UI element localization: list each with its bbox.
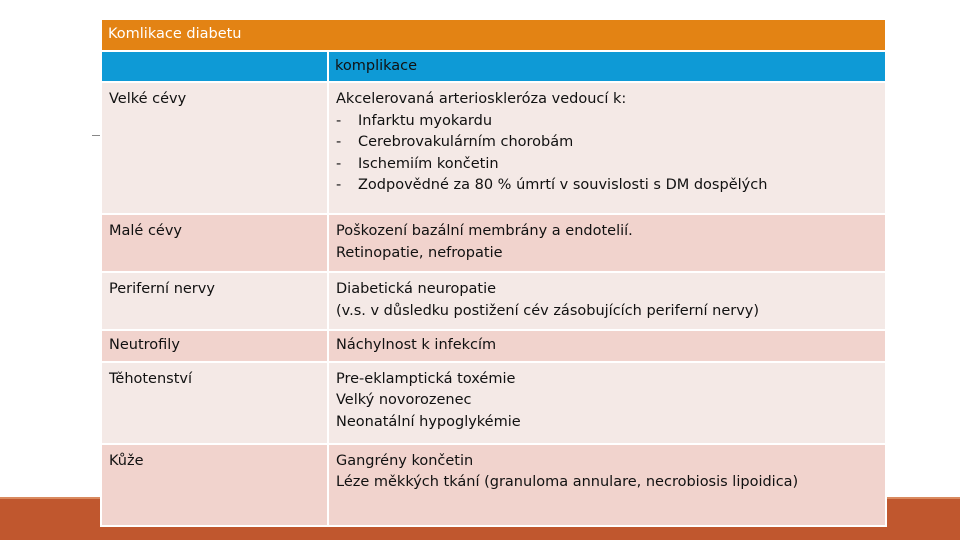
row-label: Těhotenství bbox=[101, 362, 328, 444]
dash-marker: - bbox=[336, 177, 342, 193]
table-title: Komlikace diabetu bbox=[101, 19, 886, 51]
bullet-item bbox=[336, 154, 878, 176]
row-line: Velký novorozenec bbox=[336, 392, 472, 408]
header-cell-komplikace: komplikace bbox=[328, 51, 886, 83]
row-line: Gangrény končetin bbox=[336, 452, 474, 469]
dash-marker: - bbox=[336, 134, 342, 150]
bullet-list bbox=[336, 111, 878, 197]
row-line: Diabetická neuropatie bbox=[336, 281, 497, 297]
dash-marker: - bbox=[336, 112, 342, 129]
row-label: Neutrofily bbox=[101, 330, 328, 362]
row-label: Periferní nervy bbox=[101, 272, 328, 330]
row-content bbox=[328, 362, 886, 444]
row-line: (v.s. v důsledku postižení cév zásobujících periferní nervy) bbox=[336, 302, 760, 319]
row-line: Léze měkkých tkání (granuloma annulare, necrobiosis lipoidica) bbox=[336, 474, 799, 490]
row-content bbox=[328, 330, 886, 362]
row-line: Pre-eklamptická toxémie bbox=[336, 370, 516, 387]
bullet-text: Infarktu myokardu bbox=[358, 112, 493, 129]
bullet-item bbox=[336, 175, 878, 197]
row-content bbox=[328, 444, 886, 526]
row-line: Neonatální hypoglykémie bbox=[336, 413, 521, 430]
table-row bbox=[101, 272, 886, 330]
bullet-item bbox=[336, 132, 878, 154]
table-title-row bbox=[101, 19, 886, 51]
table-row bbox=[101, 330, 886, 362]
row-content bbox=[328, 272, 886, 330]
row-content bbox=[328, 214, 886, 272]
row-line: Retinopatie, nefropatie bbox=[336, 244, 503, 261]
bullet-text: Ischemiím končetin bbox=[358, 155, 499, 172]
row-line: Náchylnost k infekcím bbox=[336, 337, 497, 353]
header-cell-empty bbox=[101, 51, 328, 83]
slide-tick-mark bbox=[92, 135, 100, 136]
table-row bbox=[101, 82, 886, 214]
bullet-text: Zodpovědné za 80 % úmrtí v souvislosti s DM dospělých bbox=[358, 177, 768, 193]
row-intro-text: Akcelerovaná arterioskleróza vedoucí k: bbox=[336, 91, 627, 107]
table-row bbox=[101, 362, 886, 444]
table-header-row bbox=[101, 51, 886, 83]
dash-marker: - bbox=[336, 155, 342, 172]
row-label: Malé cévy bbox=[101, 214, 328, 272]
table-row bbox=[101, 214, 886, 272]
row-label: Kůže bbox=[101, 444, 328, 526]
row-line: Poškození bazální membrány a endotelií. bbox=[336, 223, 633, 239]
bullet-text: Cerebrovakulárním chorobám bbox=[358, 134, 574, 150]
row-content bbox=[328, 82, 886, 214]
complications-table-container bbox=[100, 18, 885, 527]
complications-table bbox=[100, 18, 887, 527]
row-label: Velké cévy bbox=[101, 82, 328, 214]
table-row bbox=[101, 444, 886, 526]
bullet-item bbox=[336, 111, 878, 133]
